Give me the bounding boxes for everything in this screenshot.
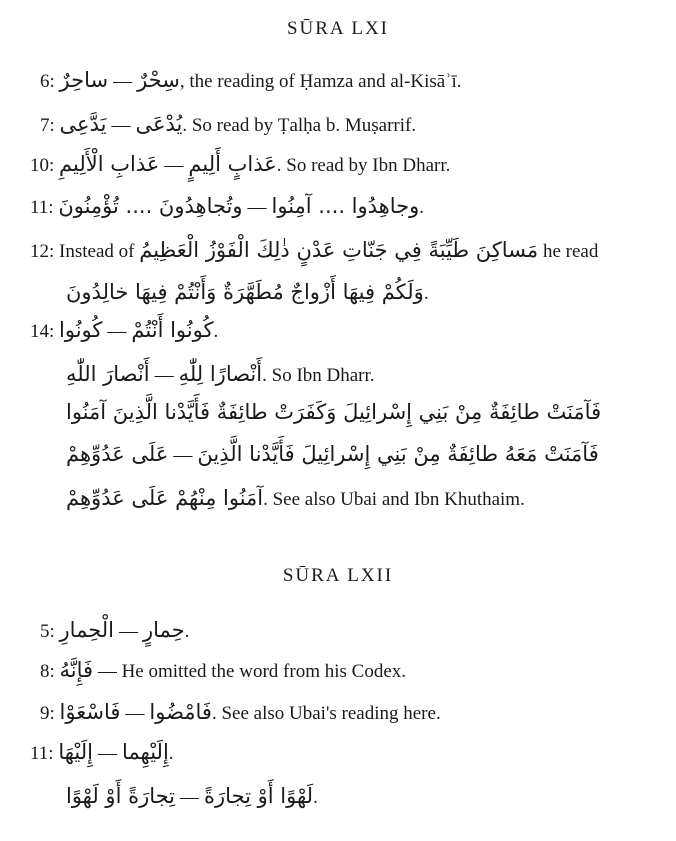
entry-continuation: تِجارَةً أَوْ لَهْوًا — لَهْوًا أَوْ تِجارَةً. <box>66 784 318 808</box>
entry-verse-5: 5: الْحِمارِ — حِمارٍ. <box>40 618 190 642</box>
verse-number: 5: <box>40 621 55 642</box>
entry-verse-6: 6: ساحِرٌ — سِحْرٌ, the reading of Ḥamza and al-Kisāʾī. <box>40 68 462 92</box>
verse-number: 11: <box>30 197 54 218</box>
arabic-variant: فَامْضُوا <box>149 700 212 724</box>
arabic-reading: كُونُوا <box>59 318 103 342</box>
section-heading-lxi: SŪRA LXI <box>286 18 390 39</box>
verse-number: 12: <box>30 241 55 262</box>
section-heading-lxii: SŪRA LXII <box>282 565 394 586</box>
verse-number: 6: <box>40 71 55 92</box>
arabic-variant: أَنْصارًا لِلّٰهِ <box>178 362 263 386</box>
entry-note: . <box>313 787 318 808</box>
entry-note: . <box>213 321 219 342</box>
entry-note: . So Ibn Dharr. <box>262 365 375 386</box>
entry-verse-10: 10: عَذابِ الْأَلِيمِ — عَذابٍ أَلِيمٍ. So read by Ibn Dharr. <box>30 152 451 176</box>
arabic-variant: يُدْعَى <box>135 112 183 136</box>
arabic-reading: وتُجاهِدُونَ .... تُؤْمِنُونَ <box>58 194 243 218</box>
arabic-reading: الْحِمارِ <box>59 618 114 642</box>
entry-note: , the reading of Ḥamza and al-Kisāʾī. <box>179 71 462 92</box>
arabic-reading: أَنْصارَ اللّٰهِ <box>66 362 150 386</box>
entry-suffix: he read <box>542 241 599 262</box>
arabic-variant: كُونُوا أَنْتُمْ <box>131 318 214 342</box>
entry-verse-7: 7: يَدَّعِى — يُدْعَى. So read by Ṭalḥa b. Muṣarrif. <box>40 112 417 136</box>
arabic-reading: مَساكِنَ طَيِّبَةً فِي جَنّاتِ عَدْنٍ ذٰلِكَ الْفَوْزُ الْعَظِيمُ <box>139 238 539 262</box>
entry-note: — He omitted the word from his Codex. <box>97 661 407 682</box>
entry-note: . So read by Ibn Dharr. <box>276 155 451 176</box>
arabic-reading: إِلَيْهَا <box>58 740 93 764</box>
arabic-reading: يَدَّعِى <box>59 112 107 136</box>
entry-verse-12 <box>30 238 598 264</box>
verse-number: 7: <box>40 115 55 136</box>
arabic-variant: عَذابٍ أَلِيمٍ <box>188 152 277 176</box>
entry-continuation: عَلَى عَدُوِّهِمْ — فَآمَنَتْ مَعَهُ طائِفَةٌ مِنْ بَنِي إِسْرائِيلَ فَأَيَّدْنا الَّذِينَ <box>66 442 599 466</box>
arabic-reading: فَآمَنَتْ طائِفَةٌ مِنْ بَنِي إِسْرائِيلَ وَكَفَرَتْ طائِفَةٌ فَأَيَّدْنا الَّذِينَ آمَنُوا <box>66 400 602 424</box>
arabic-reading: ساحِرٌ <box>59 68 109 92</box>
entry-verse-11: 11: وتُجاهِدُونَ .... تُؤْمِنُونَ — وجاهِدُوا .... آمِنُوا. <box>30 194 425 218</box>
entry-continuation <box>66 400 601 426</box>
verse-number: 9: <box>40 703 55 724</box>
entry-verse-14: 14: كُونُوا — كُونُوا أَنْتُمْ. <box>30 318 219 342</box>
entry-note: . See also Ubai and Ibn Khuthaim. <box>263 489 525 510</box>
entry-note: . <box>423 283 429 304</box>
entry-continuation <box>66 486 525 512</box>
entry-continuation <box>66 280 429 306</box>
entry-verse-9: 9: فَاسْعَوْا — فَامْضُوا. See also Ubai's reading here. <box>40 700 441 724</box>
entry-note: . <box>184 621 190 642</box>
arabic-variant: لَهْوًا أَوْ تِجارَةً <box>204 784 314 808</box>
arabic-reading: فَاسْعَوْا <box>59 700 121 724</box>
arabic-reading: آمَنُوا مِنْهُمْ عَلَى عَدُوِّهِمْ <box>66 486 264 510</box>
arabic-reading: وَلَكُمْ فِيهَا أَزْواجٌ مُطَهَّرَةٌ وَأَنْتُمْ فِيهَا خالِدُونَ <box>66 280 424 304</box>
arabic-reading: تِجارَةً أَوْ لَهْوًا <box>66 784 176 808</box>
entry-note: . <box>419 197 425 218</box>
entry-note: . See also Ubai's reading here. <box>211 703 441 724</box>
entry-note: . <box>168 743 174 764</box>
verse-number: 14: <box>30 321 55 342</box>
arabic-variant: وجاهِدُوا .... آمِنُوا <box>271 194 420 218</box>
arabic-variant: فَآمَنَتْ مَعَهُ طائِفَةٌ مِنْ بَنِي إِسْرائِيلَ فَأَيَّدْنا الَّذِينَ <box>197 442 599 466</box>
arabic-variant: سِحْرٌ <box>137 68 180 92</box>
entry-note: . So read by Ṭalḥa b. Muṣarrif. <box>182 115 417 136</box>
entry-continuation: أَنْصارَ اللّٰهِ — أَنْصارًا لِلّٰهِ. So Ibn Dharr. <box>66 362 375 386</box>
entry-verse-8 <box>40 658 406 684</box>
verse-number: 11: <box>30 743 54 764</box>
verse-number: 8: <box>40 661 55 682</box>
arabic-reading: فَإِنَّهُ <box>59 658 94 682</box>
arabic-variant: حِمارٍ <box>143 618 185 642</box>
entry-prefix: Instead of <box>59 241 135 262</box>
arabic-reading: عَلَى عَدُوِّهِمْ <box>66 442 169 466</box>
verse-number: 10: <box>30 155 55 176</box>
entry-verse-11: 11: إِلَيْهَا — إِلَيْهِما. <box>30 740 174 764</box>
arabic-reading: عَذابِ الْأَلِيمِ <box>59 152 160 176</box>
arabic-variant: إِلَيْهِما <box>121 740 169 764</box>
